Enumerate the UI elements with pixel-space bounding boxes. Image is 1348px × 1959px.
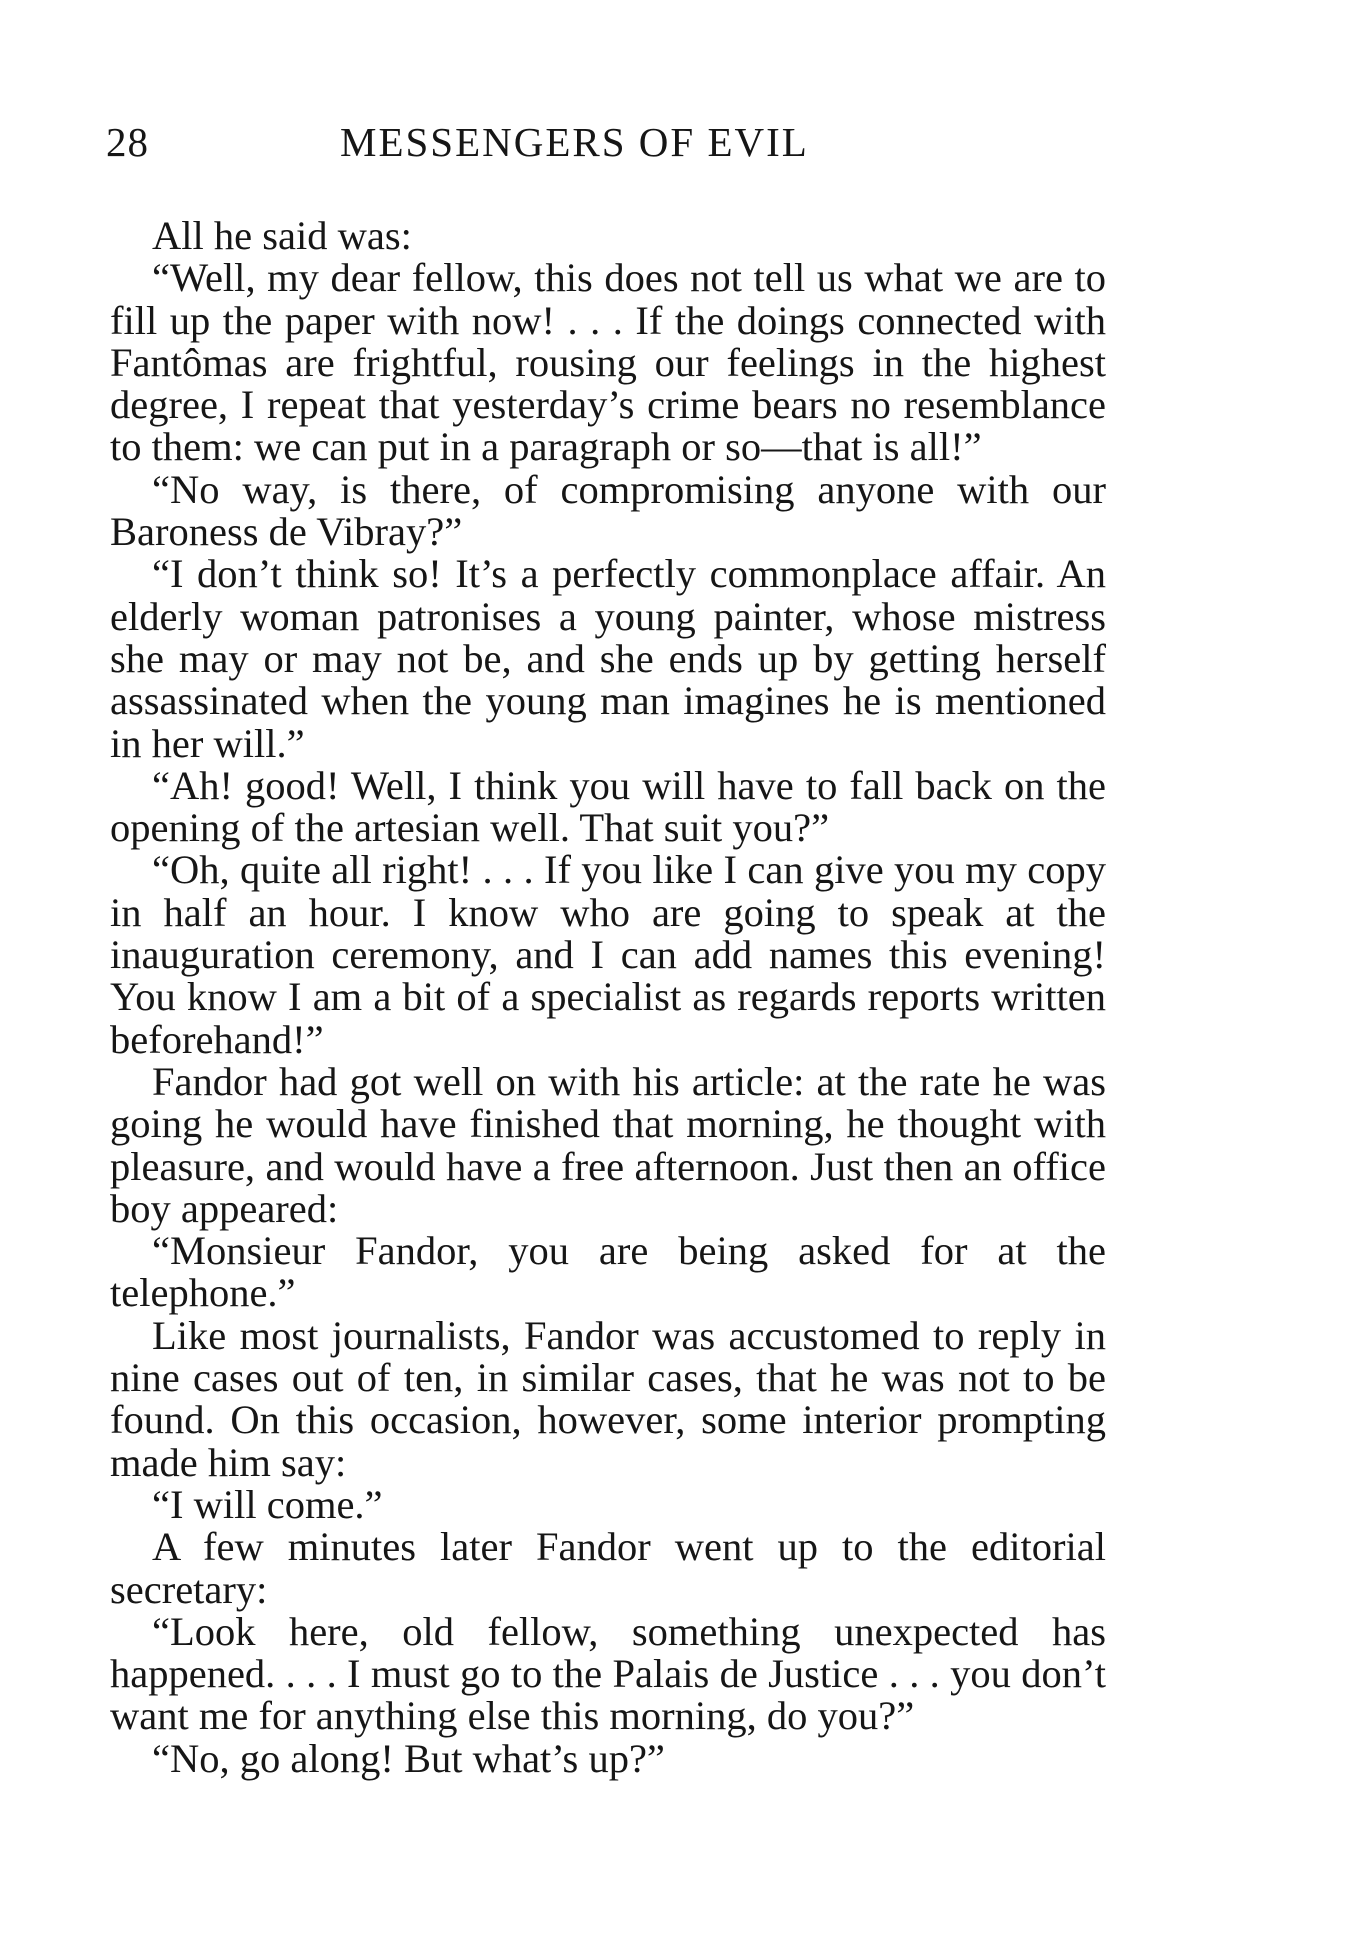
paragraph: “Ah! good! Well, I think you will have to fall back on the opening of the artesian well. That suit you?” xyxy=(110,762,1106,851)
paragraph: Fandor had got well on with his article: at the rate he was going he would have finished that morning, he thought with pleasure, and would have a free afternoon. Just then an office boy appeared: xyxy=(110,1058,1106,1231)
paragraph: Like most journalists, Fandor was accustomed to reply in nine cases out of ten, in similar cases, that he was not to be found. On this occasion, however, some interior prompting made him say: xyxy=(110,1312,1106,1485)
body-text xyxy=(110,215,1106,1780)
paragraph: “I will come.” xyxy=(152,1481,383,1527)
page-number: 28 xyxy=(106,119,149,165)
running-title: MESSENGERS OF EVIL xyxy=(340,119,809,165)
paragraph: A few minutes later Fandor went up to the editorial secretary: xyxy=(110,1524,1106,1612)
paragraph: “Monsieur Fandor, you are being asked for at the telephone.” xyxy=(110,1228,1106,1316)
paragraph: “Well, my dear fellow, this does not tell us what we are to fill up the paper with now! . . . If the doings connected with Fantômas are frightful, rousing our feelings in the highest degree, I repeat that yesterday’s crime bears no resemblance to them: we can put in a paragraph or so—that is all!” xyxy=(110,255,1106,470)
paragraph: “Oh, quite all right! . . . If you like I can give you my copy in half an hour. I know who are going to speak at the inauguration ceremony, and I can add names this evening! You know I am a bit of a specialist as regards reports written beforehand!” xyxy=(110,847,1106,1062)
paragraph: “No, go along! But what’s up?” xyxy=(152,1735,665,1781)
paragraph: “No way, is there, of compromising anyone with our Baroness de Vibray?” xyxy=(110,466,1106,555)
running-head xyxy=(106,118,1116,168)
paragraph: All he said was: xyxy=(152,213,412,258)
paragraph: “Look here, old fellow, something unexpected has happened. . . . I must go to the Palais de Justice . . . you don’t want me for anything else this morning, do you?” xyxy=(110,1608,1106,1739)
paragraph: “I don’t think so! It’s a perfectly commonplace affair. An elderly woman patronises a young painter, whose mistress she may or may not be, and she ends up by getting herself assassinated when the young man imagines he is mentioned in her will.” xyxy=(110,551,1106,766)
